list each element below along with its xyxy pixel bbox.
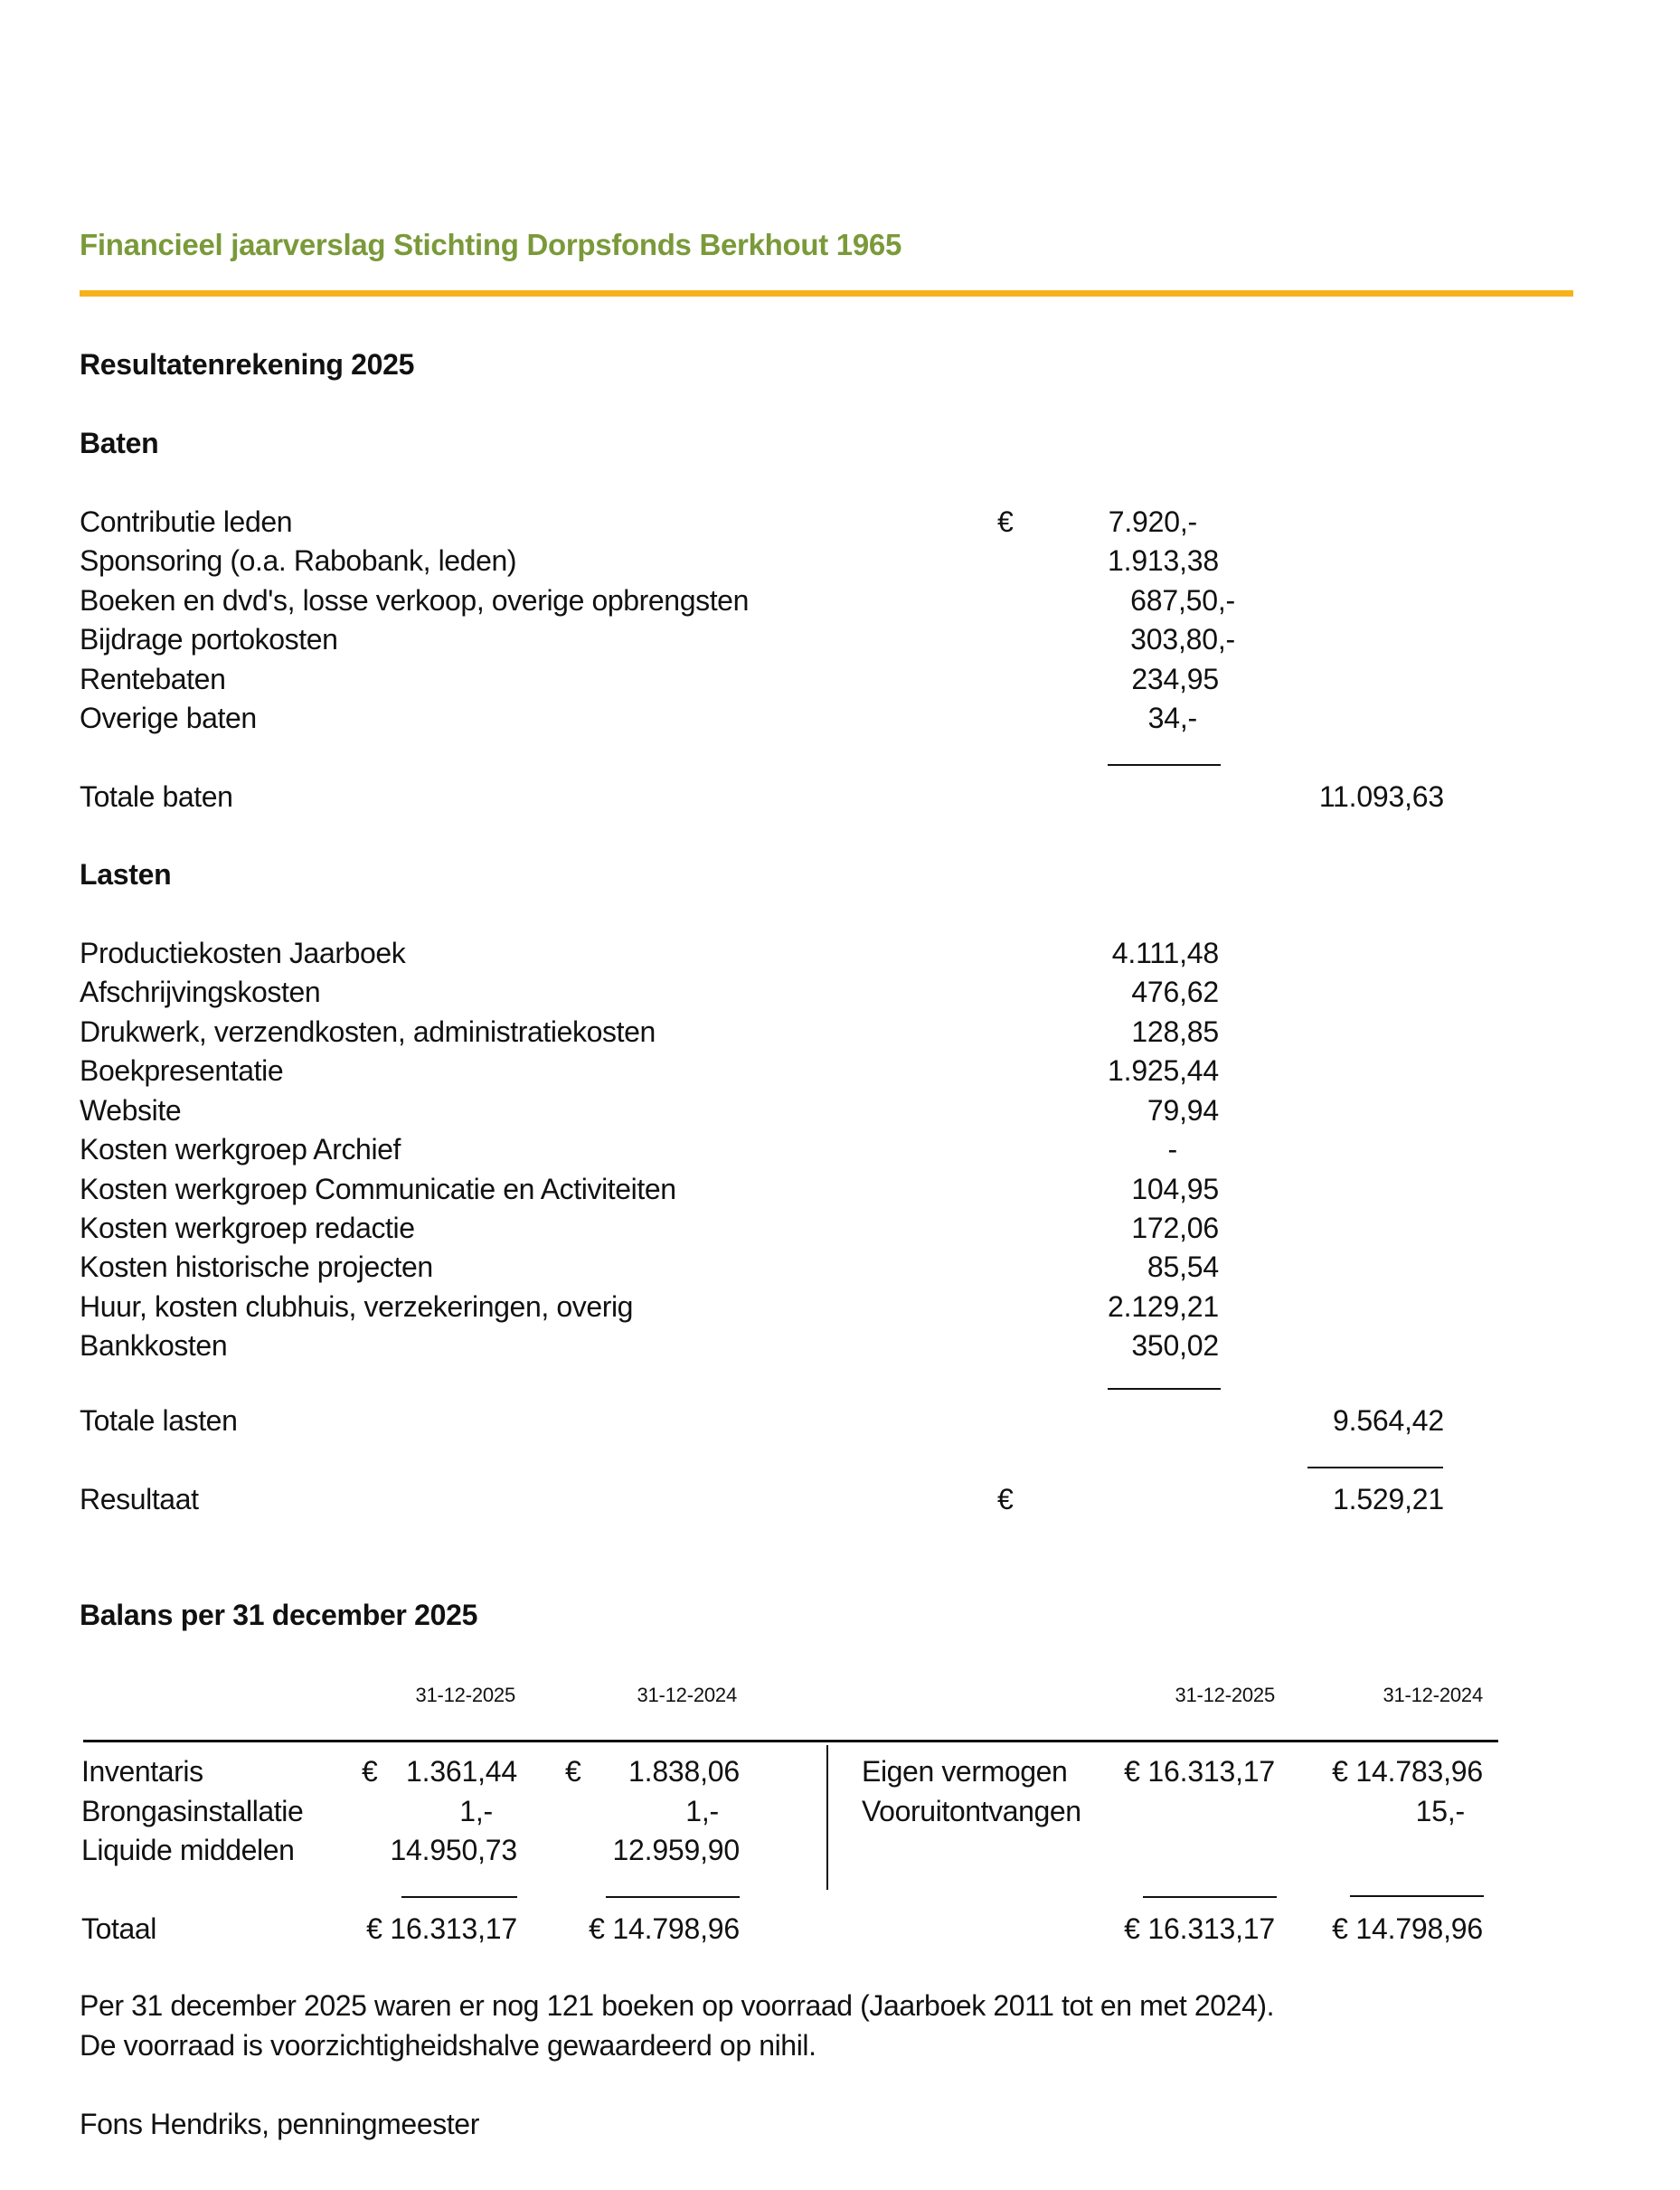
row-value: 34,- [1147, 702, 1197, 734]
row-label: Inventaris [81, 1755, 203, 1788]
row-label: Boekpresentatie [80, 1054, 284, 1087]
row-label: Huur, kosten clubhuis, verzekeringen, overig [80, 1290, 634, 1323]
row-label: Website [80, 1094, 182, 1127]
row-label: Brongasinstallatie [81, 1795, 304, 1827]
row-label: Kosten historische projecten [80, 1251, 433, 1283]
balans-divider [826, 1745, 828, 1890]
row-label: Kosten werkgroep redactie [80, 1212, 415, 1244]
value-2024: € 14.783,96 [1332, 1755, 1483, 1788]
currency-symbol: € [362, 1755, 378, 1788]
totaal-label: Totaal [81, 1912, 156, 1945]
total-rule [1143, 1896, 1277, 1898]
currency-symbol: € [565, 1755, 581, 1788]
result-rule [1307, 1467, 1443, 1468]
row-value: 1.913,38 [1108, 544, 1219, 577]
row-value: 1.925,44 [1108, 1054, 1219, 1087]
header-divider [80, 290, 1573, 297]
note-line-1: Per 31 december 2025 waren er nog 121 boeken op voorraad (Jaarboek 2011 tot en met 2024). [80, 1989, 1275, 2022]
row-value: 85,54 [1147, 1251, 1219, 1283]
note-line-2: De voorraad is voorzichtigheidshalve gewaardeerd op nihil. [80, 2029, 816, 2062]
row-value: 350,02 [1131, 1329, 1219, 1362]
document-title: Financieel jaarverslag Stichting Dorpsfonds Berkhout 1965 [80, 228, 901, 261]
row-label: Afschrijvingskosten [80, 976, 321, 1008]
total-rule [401, 1896, 517, 1898]
row-label: Rentebaten [80, 663, 226, 695]
currency-symbol: € [997, 1483, 1014, 1515]
row-label: Bankkosten [80, 1329, 228, 1362]
row-value: 2.129,21 [1108, 1290, 1219, 1323]
totaal-passiva-2025: € 16.313,17 [1124, 1912, 1275, 1945]
total-baten-value: 11.093,63 [1318, 780, 1444, 813]
row-value: 4.111,48 [1111, 937, 1219, 969]
value-2025: 14.950,73 [390, 1834, 517, 1866]
row-value: 172,06 [1131, 1212, 1219, 1244]
col-header-passiva-2025: 31-12-2025 [1175, 1684, 1275, 1706]
row-value: 128,85 [1131, 1015, 1219, 1048]
value-2025: € 16.313,17 [1124, 1755, 1275, 1788]
row-value: 7.920,- [1108, 505, 1197, 538]
balans-header-rule [83, 1740, 1498, 1742]
row-label: Bijdrage portokosten [80, 623, 338, 656]
currency-symbol: € [997, 505, 1014, 538]
total-rule [1350, 1895, 1484, 1897]
col-header-activa-2024: 31-12-2024 [637, 1684, 737, 1706]
row-value: 476,62 [1131, 976, 1219, 1008]
row-value: - [1167, 1133, 1177, 1166]
value-2025: 1.361,44 [406, 1755, 517, 1788]
resultaat-label: Resultaat [80, 1483, 199, 1515]
row-value: 104,95 [1131, 1173, 1219, 1205]
resultaat-value: 1.529,21 [1333, 1483, 1444, 1515]
row-label: Drukwerk, verzendkosten, administratiekosten [80, 1015, 656, 1048]
row-value: 303,80,- [1130, 623, 1235, 656]
subtotal-rule [1108, 1388, 1221, 1390]
col-header-activa-2025: 31-12-2025 [415, 1684, 515, 1706]
row-label: Eigen vermogen [862, 1755, 1068, 1788]
col-header-passiva-2024: 31-12-2024 [1383, 1684, 1483, 1706]
total-rule [606, 1896, 740, 1898]
row-value: 79,94 [1147, 1094, 1219, 1127]
row-label: Kosten werkgroep Communicatie en Activiteiten [80, 1173, 676, 1205]
totaal-passiva-2024: € 14.798,96 [1332, 1912, 1483, 1945]
signature: Fons Hendriks, penningmeester [80, 2108, 479, 2140]
row-value: 687,50,- [1130, 584, 1235, 617]
subheading-baten: Baten [80, 427, 159, 459]
row-value: 234,95 [1131, 663, 1219, 695]
total-baten-label: Totale baten [80, 780, 233, 813]
row-label: Sponsoring (o.a. Rabobank, leden) [80, 544, 517, 577]
section-heading-resultatenrekening: Resultatenrekening 2025 [80, 348, 415, 381]
totaal-activa-2024: € 14.798,96 [589, 1912, 740, 1945]
value-2024: 15,- [1415, 1795, 1465, 1827]
row-label: Vooruitontvangen [862, 1795, 1081, 1827]
section-heading-balans: Balans per 31 december 2025 [80, 1599, 478, 1631]
total-lasten-value: 9.564,42 [1333, 1404, 1444, 1437]
subtotal-rule [1108, 764, 1221, 766]
subheading-lasten: Lasten [80, 858, 172, 891]
value-2024: 1,- [685, 1795, 719, 1827]
row-label: Boeken en dvd's, losse verkoop, overige opbrengsten [80, 584, 749, 617]
value-2024: 12.959,90 [612, 1834, 740, 1866]
row-label: Overige baten [80, 702, 257, 734]
value-2024: 1.838,06 [628, 1755, 740, 1788]
row-label: Contributie leden [80, 505, 293, 538]
row-label: Liquide middelen [81, 1834, 295, 1866]
total-lasten-label: Totale lasten [80, 1404, 238, 1437]
row-label: Productiekosten Jaarboek [80, 937, 406, 969]
value-2025: 1,- [459, 1795, 493, 1827]
row-label: Kosten werkgroep Archief [80, 1133, 401, 1166]
totaal-activa-2025: € 16.313,17 [366, 1912, 517, 1945]
